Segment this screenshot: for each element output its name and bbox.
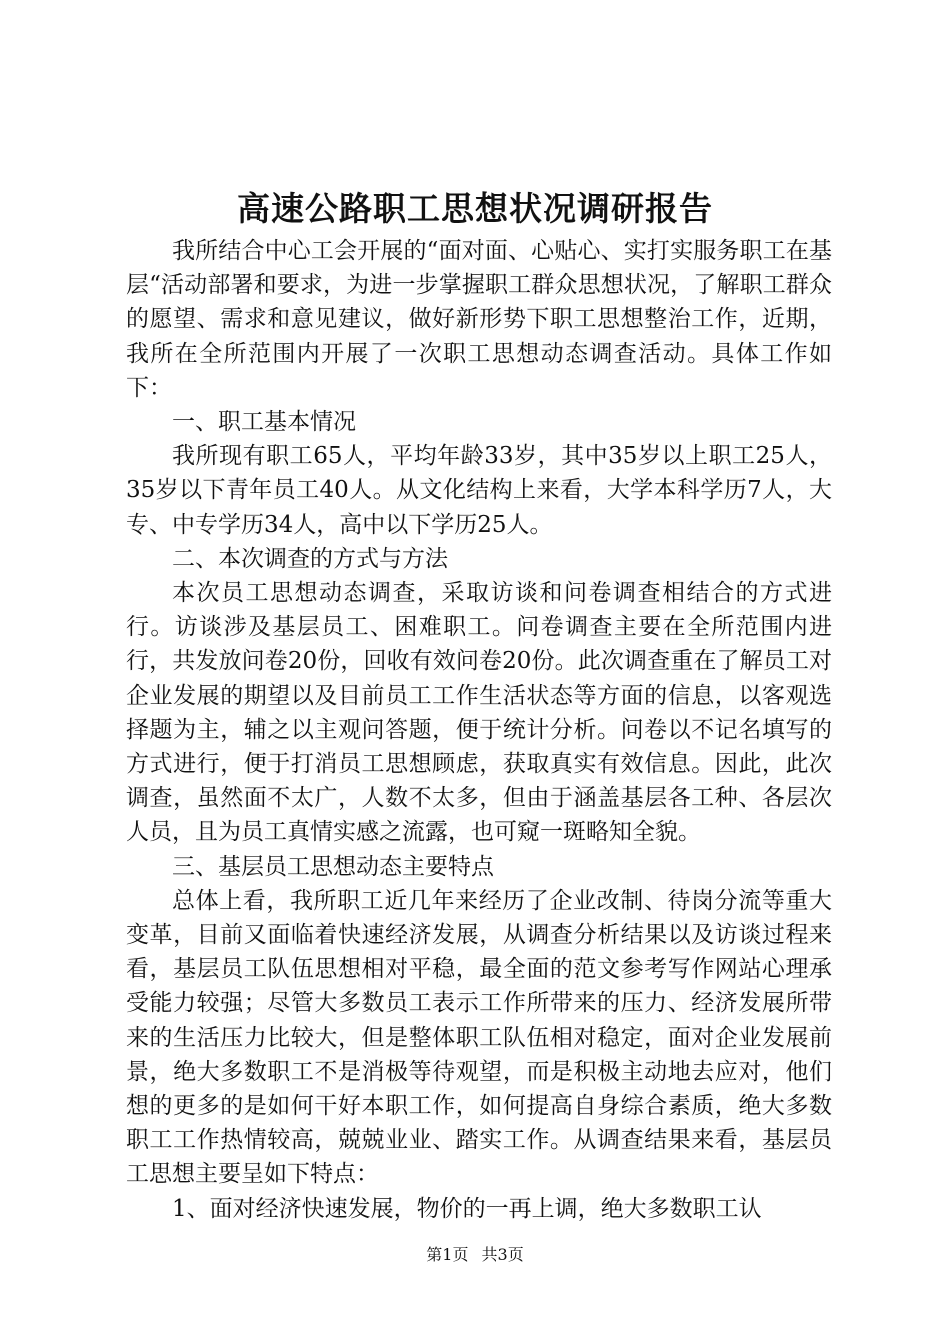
page-total: 共3页 — [481, 1245, 524, 1264]
paragraph-intro: 我所结合中心工会开展的“面对面、心贴心、实打实服务职工在基层“活动部署和要求，为进一步掌握职工群众思想状况，了解职工群众的愿望、需求和意见建议，做好新形势下职工思想整治工作，近期，我所在全所范围内开展了一次职工思想动态调查活动。具体工作如下： — [126, 238, 832, 401]
paragraph-characteristics: 总体上看，我所职工近几年来经历了企业改制、待岗分流等重大变革，目前又面临着快速经济发展，从调查分析结果以及访谈过程来看，基层员工队伍思想相对平稳，最全面的范文参考写作网站心理承受能力较强；尽管大多数员工表示工作所带来的压力、经济发展所带来的生活压力比较大，但是整体职工队伍相对稳定，面对企业发展前景，绝大多数职工不是消极等待观望，而是积极主动地去应对，他们想的更多的是如何干好本职工作，如何提高自身综合素质，绝大多数职工工作热情较高，兢兢业业、踏实工作。从调查结果来看，基层员工思想主要呈如下特点： — [126, 887, 832, 1188]
page-number: 第1页 — [426, 1245, 469, 1264]
paragraph-method: 本次员工思想动态调查，采取访谈和问卷调查相结合的方式进行。访谈涉及基层员工、困难职工。问卷调查主要在全所范围内进行，共发放问卷20份，回收有效问卷20份。此次调查重在了解员工对企业发展的期望以及目前员工工作生活状态等方面的信息，以客观选择题为主，辅之以主观问答题，便于统计分析。问卷以不记名填写的方式进行，便于打消员工思想顾虑，获取真实有效信息。因此，此次调查，虽然面不太广，人数不太多，但由于涵盖基层各工种、各层次人员，且为员工真情实感之流露，也可窥一斑略知全貌。 — [126, 580, 832, 846]
section-heading-1: 一、职工基本情况 — [172, 409, 356, 436]
section-heading-2: 二、本次调查的方式与方法 — [172, 545, 448, 572]
document-body — [126, 234, 832, 1226]
page-footer — [0, 1244, 950, 1266]
section-heading-3: 三、基层员工思想动态主要特点 — [172, 853, 494, 880]
paragraph-item-1: 1、面对经济快速发展，物价的一再上调，绝大多数职工认 — [172, 1195, 762, 1222]
paragraph-basic-info: 我所现有职工65人，平均年龄33岁，其中35岁以上职工25人，35岁以下青年员工40人。从文化结构上来看，大学本科学历7人，大专、中专学历34人，高中以下学历25人。 — [126, 443, 832, 538]
document-title: 高速公路职工思想状况调研报告 — [237, 189, 713, 228]
